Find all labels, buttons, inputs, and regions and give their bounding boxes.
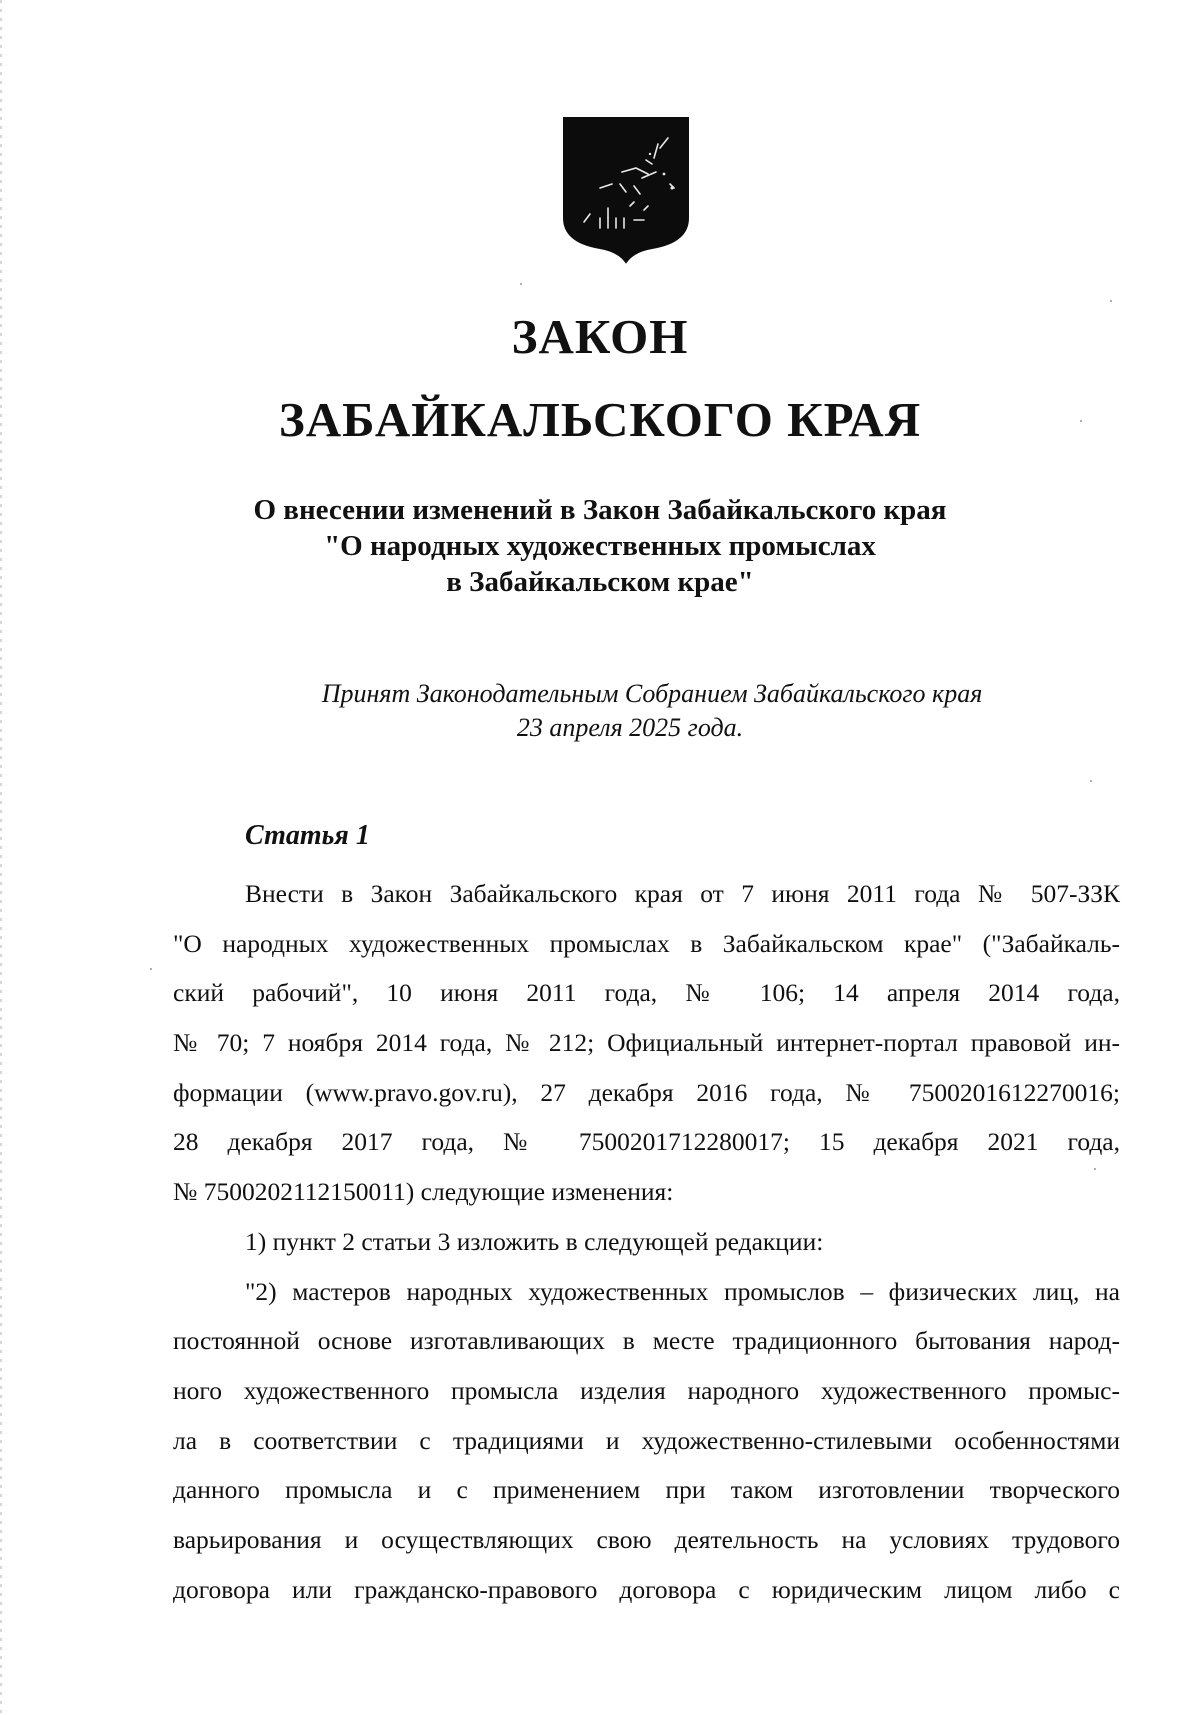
article-body <box>173 869 1120 1614</box>
adoption-date: 23 апреля 2025 года. <box>516 713 744 742</box>
scan-speck <box>1110 300 1112 302</box>
body-line: ла в соответствии с традициями и художественно-стилевыми особенностями <box>173 1425 1120 1455</box>
adoption-note <box>0 677 1200 745</box>
body-line: 28 декабря 2017 года, № 7500201712280017; 15 декабря 2021 года, <box>173 1127 1120 1157</box>
subtitle-line: в Забайкальском крае" <box>446 566 754 598</box>
body-line: постоянной основе изготавливающих в месте традиционного бытования народ- <box>173 1326 1120 1356</box>
body-line: "2) мастеров народных художественных промыслов – физических лиц, на <box>245 1276 1120 1306</box>
subtitle-line: "О народных художественных промыслах <box>324 530 876 562</box>
scan-speck <box>150 968 152 970</box>
scan-speck <box>520 283 522 285</box>
body-line: ский рабочий", 10 июня 2011 года, № 106; 14 апреля 2014 года, <box>173 978 1120 1008</box>
law-subtitle <box>0 492 1200 600</box>
adoption-note-line: Принят Законодательным Собранием Забайкальского края <box>321 679 983 708</box>
scan-speck <box>1090 780 1092 782</box>
body-line: "О народных художественных промыслах в Забайкальском крае" ("Забайкаль- <box>173 928 1120 958</box>
body-line: ного художественного промысла изделия народного художественного промыс- <box>173 1375 1120 1405</box>
body-line: Внести в Закон Забайкальского края от 7 июня 2011 года № 507-ЗЗК <box>245 879 1120 908</box>
article-heading: Статья 1 <box>245 820 370 851</box>
body-line: варьирования и осуществляющих свою деятельность на условиях трудового <box>173 1524 1120 1554</box>
scan-edge-artifact <box>0 0 2 1715</box>
body-line: формации (www.pravo.gov.ru), 27 декабря 2016 года, № 7500201612270016; <box>173 1077 1120 1107</box>
subtitle-line: О внесении изменений в Закон Забайкальского края <box>253 494 947 526</box>
body-line: № 70; 7 ноября 2014 года, № 212; Официальный интернет-портал правовой ин- <box>173 1028 1120 1058</box>
law-title-line-1: ЗАКОН <box>511 309 689 364</box>
law-title-line-2: ЗАБАЙКАЛЬСКОГО КРАЯ <box>278 392 922 447</box>
body-line: договора или гражданско-правового договора с юридическим лицом либо с <box>173 1574 1120 1604</box>
body-line: № 7500202112150011) следующие изменения: <box>173 1177 674 1207</box>
body-line: 1) пункт 2 статьи 3 изложить в следующей редакции: <box>245 1226 824 1256</box>
coat-of-arms-emblem <box>560 114 692 264</box>
body-line: данного промысла и с применением при таком изготовлении творческого <box>173 1475 1120 1505</box>
